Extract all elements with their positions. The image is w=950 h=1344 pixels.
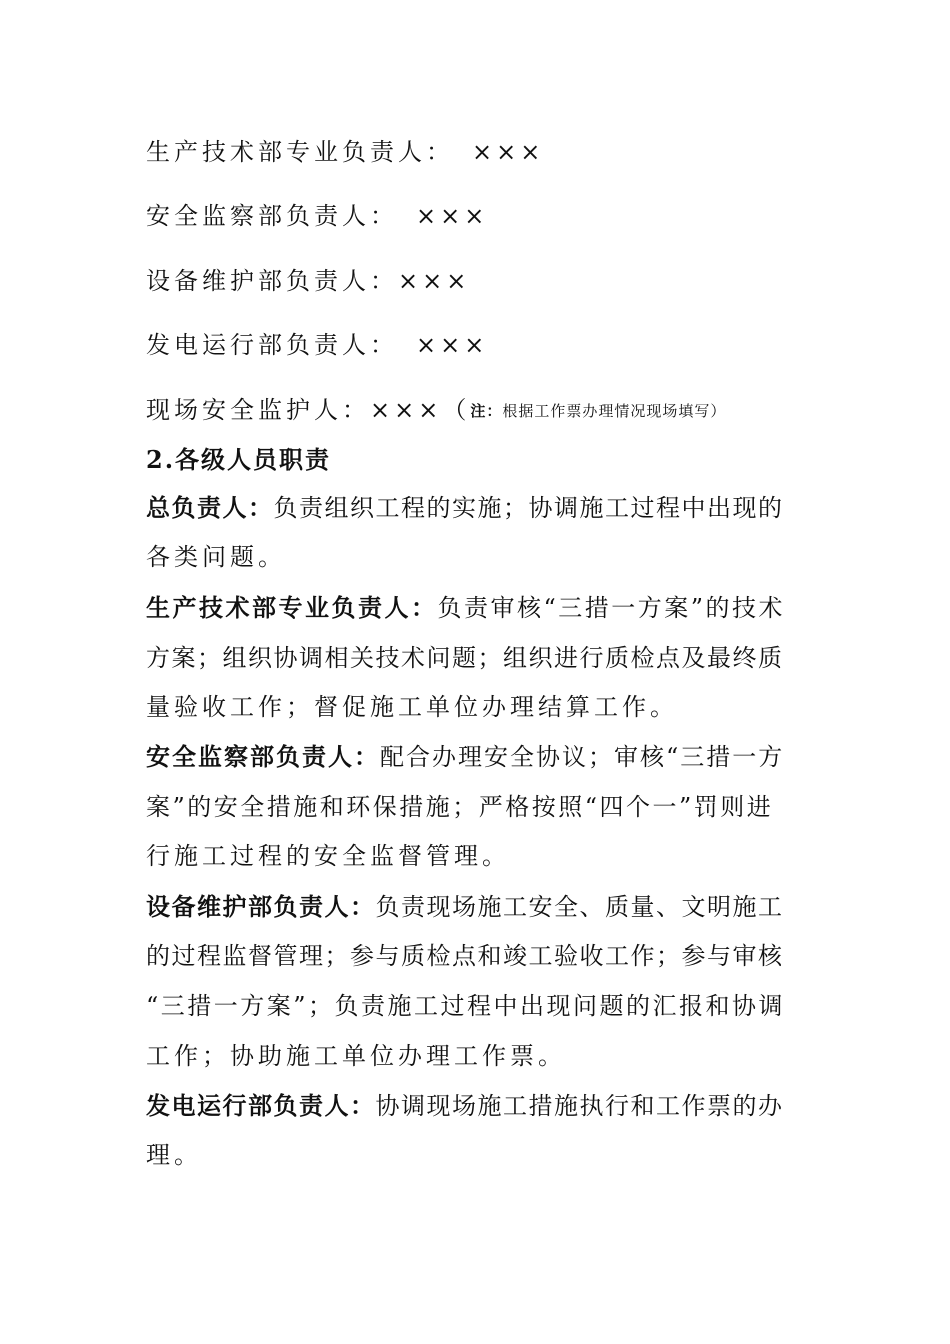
duty-production-tech-line-3: 量验收工作；督促施工单位办理结算工作。	[146, 693, 678, 721]
duty-production-tech-line-1	[146, 593, 785, 623]
note-open-paren: （	[442, 396, 471, 424]
section-heading: 2.各级人员职责	[146, 445, 332, 474]
contact-value: ×××	[416, 331, 489, 359]
duty-text: 协调现场施工措施执行和工作票的办	[375, 1092, 784, 1120]
contact-value: ×××	[370, 396, 443, 424]
duty-safety-supervision-line-3: 行施工过程的安全监督管理。	[146, 842, 510, 870]
contact-label: 现场安全监护人：	[146, 396, 370, 424]
duty-power-operation-line-2: 理。	[146, 1141, 202, 1169]
duty-general-manager-line-1	[146, 493, 784, 523]
duty-role-label: 设备维护部负责人：	[146, 892, 376, 921]
duty-role-label: 安全监察部负责人：	[146, 742, 380, 771]
contact-line-power-operation	[146, 330, 488, 360]
duty-equipment-maintenance-line-2: 的过程监督管理；参与质检点和竣工验收工作；参与审核	[146, 942, 784, 970]
duty-general-manager-line-2: 各类问题。	[146, 543, 286, 571]
contact-label: 安全监察部负责人：	[146, 202, 398, 230]
duty-text: 配合办理安全协议；审核“三措一方	[380, 743, 785, 771]
contact-line-equipment-maintenance	[146, 266, 470, 296]
contact-label: 发电运行部负责人：	[146, 331, 398, 359]
contact-value: ×××	[416, 202, 489, 230]
duty-text: 负责审核“三措一方案”的技术	[437, 594, 786, 622]
contact-line-safety-supervision	[146, 201, 488, 231]
duty-power-operation-line-1	[146, 1091, 784, 1121]
contact-label: 生产技术部专业负责人：	[146, 138, 454, 166]
duty-text: 负责现场施工安全、质量、文明施工	[375, 893, 784, 921]
duty-role-label: 生产技术部专业负责人：	[146, 593, 438, 622]
contact-line-production-tech	[146, 137, 544, 167]
duty-production-tech-line-2: 方案；组织协调相关技术问题；组织进行质检点及最终质	[146, 644, 784, 672]
duty-role-label: 发电运行部负责人：	[146, 1091, 376, 1120]
contact-label: 设备维护部负责人：	[146, 267, 398, 295]
duty-role-label: 总负责人：	[146, 493, 274, 522]
contact-line-site-safety-guardian	[146, 395, 726, 426]
duty-equipment-maintenance-line-4: 工作；协助施工单位办理工作票。	[146, 1042, 566, 1070]
note-text: 根据工作票办理情况现场填写）	[502, 402, 727, 420]
contact-value: ×××	[398, 267, 471, 295]
duty-text: 负责组织工程的实施；协调施工过程中出现的	[273, 494, 784, 522]
duty-equipment-maintenance-line-1	[146, 892, 784, 922]
note-label: 注：	[470, 402, 503, 420]
duty-safety-supervision-line-1	[146, 742, 784, 772]
duty-safety-supervision-line-2: 案”的安全措施和环保措施；严格按照“四个一”罚则进	[146, 793, 774, 821]
contact-value: ×××	[472, 138, 545, 166]
duty-equipment-maintenance-line-3: “三措一方案”；负责施工过程中出现问题的汇报和协调	[146, 992, 786, 1020]
